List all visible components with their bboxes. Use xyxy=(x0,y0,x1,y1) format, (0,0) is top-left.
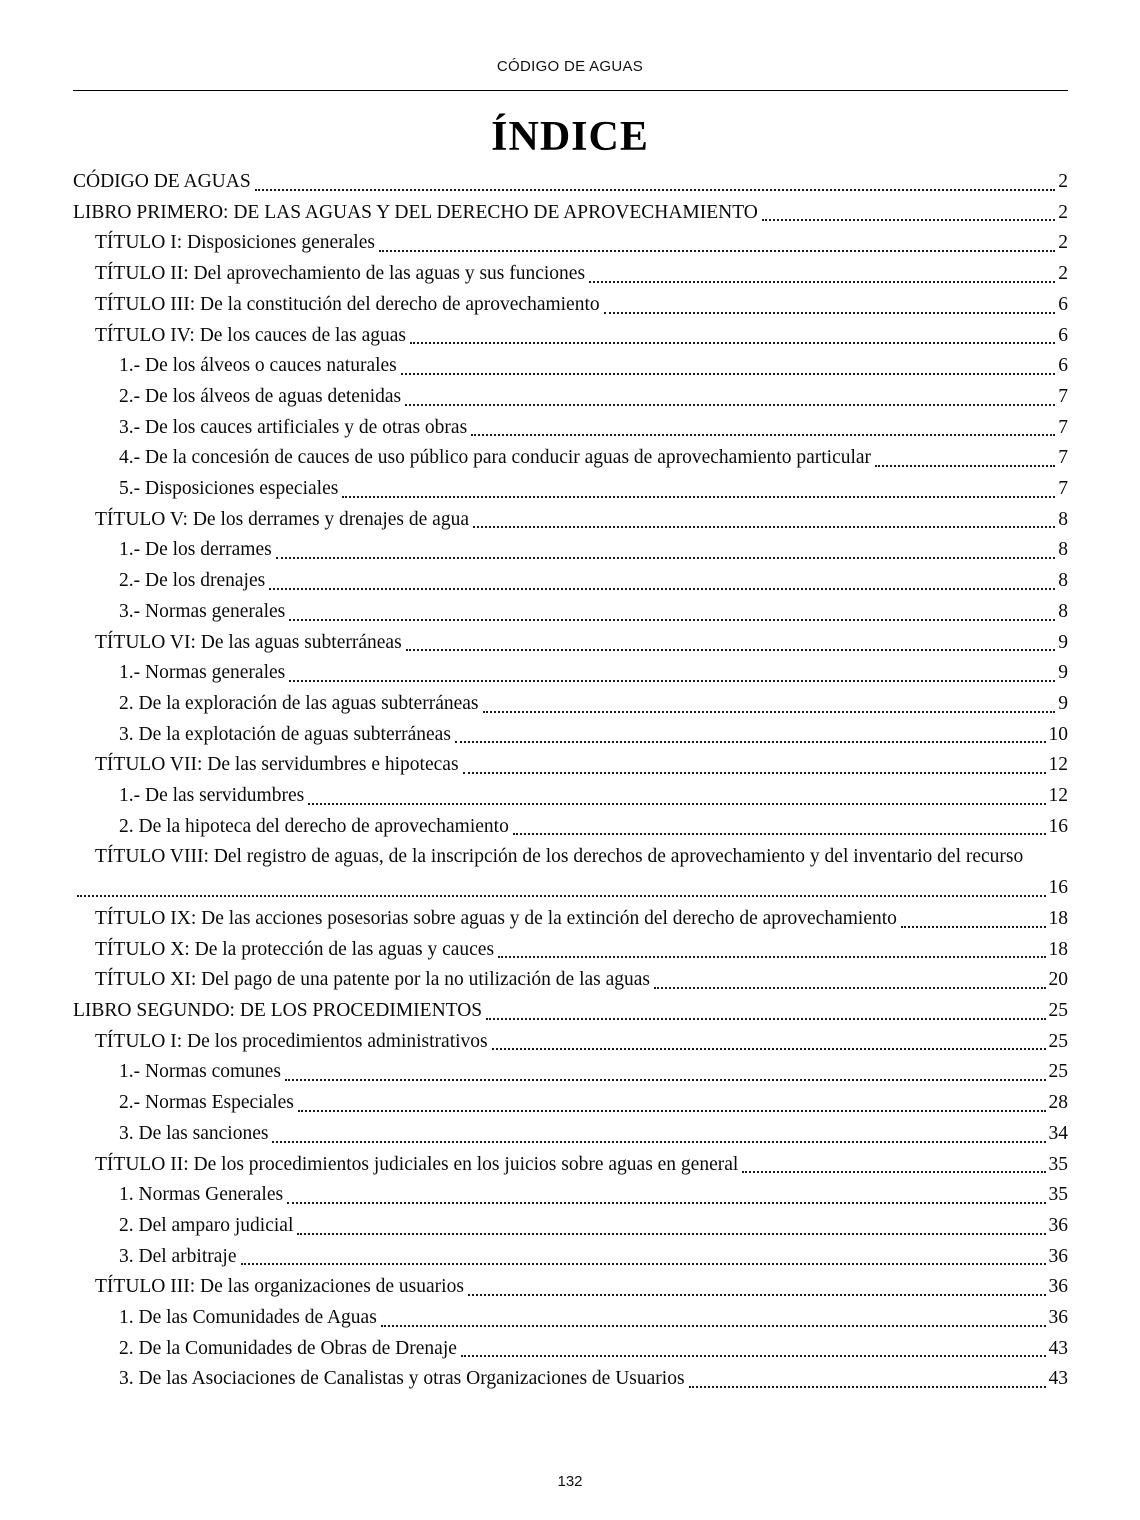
toc-entry-page-number: 12 xyxy=(1048,785,1068,807)
toc-entry-page-number: 16 xyxy=(1048,815,1068,837)
toc-entry-page-number: 25 xyxy=(1048,999,1068,1021)
toc-entry xyxy=(73,1150,1068,1181)
toc-entry-label: 2. Del amparo judicial xyxy=(119,1214,294,1236)
toc-entry xyxy=(73,259,1068,290)
toc-entry-label: 2.- De los drenajes xyxy=(119,570,266,592)
dot-leader xyxy=(77,895,1046,897)
toc-entry xyxy=(73,198,1068,229)
toc-entry xyxy=(73,1088,1068,1119)
toc-entry-page-number: 35 xyxy=(1048,1153,1068,1175)
dot-leader xyxy=(468,1294,1046,1296)
dot-leader xyxy=(405,404,1055,406)
toc-entry-label: 1.- Normas generales xyxy=(119,662,286,684)
toc-entry-label: 2.- De los álveos de aguas detenidas xyxy=(119,385,402,407)
toc-entry-page-number: 12 xyxy=(1048,754,1068,776)
toc-entry xyxy=(73,996,1068,1027)
toc-entry xyxy=(73,382,1068,413)
toc-entry-label: 1.- De los álveos o cauces naturales xyxy=(119,355,397,377)
footer-page-number: 132 xyxy=(557,1473,583,1490)
dot-leader xyxy=(654,987,1045,989)
toc-entry-label: 3. De las Asociaciones de Canalistas y otras Organizaciones de Usuarios xyxy=(119,1368,685,1390)
toc-entry xyxy=(73,535,1068,566)
toc-entry xyxy=(73,1180,1068,1211)
toc-entry-page-number: 8 xyxy=(1058,539,1068,561)
dot-leader xyxy=(486,1018,1045,1020)
dot-leader xyxy=(689,1386,1046,1388)
toc-entry-page-number: 43 xyxy=(1048,1337,1068,1359)
toc-entry xyxy=(73,1119,1068,1150)
toc-entry-label: 1. Normas Generales xyxy=(119,1184,284,1206)
toc-entry xyxy=(73,413,1068,444)
toc-entry-label: TÍTULO X: De la protección de las aguas y cauces xyxy=(95,938,495,960)
toc-entry-label: LIBRO PRIMERO: DE LAS AGUAS Y DEL DERECHO DE APROVECHAMIENTO xyxy=(73,201,758,223)
dot-leader xyxy=(483,711,1056,713)
toc-entry-page-number: 7 xyxy=(1058,478,1068,500)
dot-leader xyxy=(742,1171,1045,1173)
toc-entry xyxy=(73,812,1068,843)
toc-entry-label: TÍTULO IX: De las acciones posesorias sobre aguas y de la extinción del derecho de aprovechamiento xyxy=(95,907,897,929)
toc-entry-label: 2. De la exploración de las aguas subterráneas xyxy=(119,692,479,714)
dot-leader xyxy=(406,649,1056,651)
dot-leader xyxy=(379,250,1055,252)
toc-entry xyxy=(73,1027,1068,1058)
toc-entry-page-number: 20 xyxy=(1048,969,1068,991)
dot-leader xyxy=(297,1233,1045,1235)
toc-entry-page-number: 28 xyxy=(1048,1092,1068,1114)
toc-entry-page-number: 9 xyxy=(1058,631,1068,653)
dot-leader xyxy=(298,1110,1046,1112)
toc-entry-label: 4.- De la concesión de cauces de uso público para conducir aguas de aprovechamiento particular xyxy=(119,447,872,469)
toc-entry xyxy=(73,351,1068,382)
dot-leader xyxy=(901,926,1046,928)
toc-entry xyxy=(73,1364,1068,1395)
dot-leader xyxy=(455,741,1046,743)
toc-entry-page-number: 25 xyxy=(1048,1061,1068,1083)
dot-leader xyxy=(287,1202,1045,1204)
toc-entry-page-number: 6 xyxy=(1058,324,1068,346)
toc-entry xyxy=(73,505,1068,536)
page-title: ÍNDICE xyxy=(491,114,649,160)
dot-leader xyxy=(875,465,1055,467)
toc-entry xyxy=(73,965,1068,996)
toc-entry xyxy=(73,443,1068,474)
toc-entry-label: 3.- Normas generales xyxy=(119,600,286,622)
dot-leader xyxy=(289,680,1055,682)
dot-leader xyxy=(401,373,1055,375)
toc-entry-page-number: 36 xyxy=(1048,1276,1068,1298)
toc-entry-page-number: 9 xyxy=(1058,692,1068,714)
toc-entry-label: TÍTULO VIII: Del registro de aguas, de la inscripción de los derechos de aprovechamiento y del inventario del recurso xyxy=(95,846,1024,868)
toc-entry-page-number: 8 xyxy=(1058,600,1068,622)
toc-entry xyxy=(73,904,1068,935)
toc-entry-label: TÍTULO XI: Del pago de una patente por la no utilización de las aguas xyxy=(95,969,651,991)
toc-entry-label: TÍTULO I: De los procedimientos administrativos xyxy=(95,1030,488,1052)
toc-entry-label: 5.- Disposiciones especiales xyxy=(119,478,339,500)
toc-entry-label: 3.- De los cauces artificiales y de otras obras xyxy=(119,416,468,438)
toc-entry-continuation xyxy=(73,873,1068,904)
toc-entry-page-number: 10 xyxy=(1048,723,1068,745)
toc-entry-page-number: 25 xyxy=(1048,1030,1068,1052)
toc-entry-page-number: 35 xyxy=(1048,1184,1068,1206)
dot-leader xyxy=(285,1079,1046,1081)
toc-entry-label: 1. De las Comunidades de Aguas xyxy=(119,1307,377,1329)
toc-entry-label: TÍTULO VII: De las servidumbres e hipotecas xyxy=(95,754,459,776)
toc-entry xyxy=(73,935,1068,966)
toc-entry xyxy=(73,1303,1068,1334)
toc-entry-label: TÍTULO III: De las organizaciones de usuarios xyxy=(95,1276,464,1298)
toc-entry-page-number: 7 xyxy=(1058,416,1068,438)
table-of-contents xyxy=(73,167,1068,1395)
dot-leader xyxy=(269,588,1055,590)
toc-entry-page-number: 16 xyxy=(1048,877,1068,899)
toc-entry-label: TÍTULO IV: De los cauces de las aguas xyxy=(95,324,406,346)
toc-entry-page-number: 2 xyxy=(1058,263,1068,285)
toc-entry xyxy=(73,750,1068,781)
dot-leader xyxy=(762,219,1055,221)
dot-leader xyxy=(471,434,1055,436)
toc-entry-label: TÍTULO II: De los procedimientos judiciales en los juicios sobre aguas en general xyxy=(95,1153,739,1175)
toc-entry xyxy=(73,781,1068,812)
toc-entry-page-number: 36 xyxy=(1048,1245,1068,1267)
toc-entry-page-number: 8 xyxy=(1058,508,1068,530)
dot-leader xyxy=(308,803,1045,805)
dot-leader xyxy=(513,833,1046,835)
toc-entry-page-number: 6 xyxy=(1058,355,1068,377)
running-header: CÓDIGO DE AGUAS xyxy=(496,58,644,75)
dot-leader xyxy=(492,1048,1046,1050)
toc-entry-page-number: 36 xyxy=(1048,1214,1068,1236)
toc-entry xyxy=(73,1272,1068,1303)
dot-leader xyxy=(463,772,1046,774)
toc-entry xyxy=(73,1057,1068,1088)
toc-entry xyxy=(73,566,1068,597)
dot-leader xyxy=(589,281,1055,283)
toc-entry xyxy=(73,628,1068,659)
dot-leader xyxy=(241,1263,1046,1265)
toc-entry-page-number: 7 xyxy=(1058,385,1068,407)
dot-leader xyxy=(255,189,1056,191)
toc-entry-page-number: 2 xyxy=(1058,201,1068,223)
toc-entry-label: TÍTULO II: Del aprovechamiento de las aguas y sus funciones xyxy=(95,263,586,285)
toc-entry-page-number: 34 xyxy=(1048,1122,1068,1144)
dot-leader xyxy=(342,496,1055,498)
toc-entry xyxy=(73,290,1068,321)
toc-entry-page-number: 43 xyxy=(1048,1368,1068,1390)
toc-entry-label: CÓDIGO DE AGUAS xyxy=(73,171,251,192)
toc-entry xyxy=(73,1334,1068,1365)
toc-entry-page-number: 18 xyxy=(1048,907,1068,929)
toc-entry xyxy=(73,474,1068,505)
toc-entry-label: 2. De la hipoteca del derecho de aprovechamiento xyxy=(119,815,509,837)
toc-entry-label: 1.- De los derrames xyxy=(119,539,272,561)
toc-entry-label: TÍTULO I: Disposiciones generales xyxy=(95,232,375,254)
toc-entry xyxy=(73,720,1068,751)
toc-entry-label: TÍTULO VI: De las aguas subterráneas xyxy=(95,631,402,653)
toc-entry-page-number: 7 xyxy=(1058,447,1068,469)
toc-entry-label: 1.- Normas comunes xyxy=(119,1061,281,1083)
dot-leader xyxy=(498,956,1045,958)
toc-entry xyxy=(73,1211,1068,1242)
toc-entry-page-number: 9 xyxy=(1058,662,1068,684)
dot-leader xyxy=(289,619,1055,621)
toc-entry-label: TÍTULO III: De la constitución del derecho de aprovechamiento xyxy=(95,293,600,315)
toc-entry-label: 3. Del arbitraje xyxy=(119,1245,237,1267)
dot-leader xyxy=(473,526,1055,528)
toc-entry-label: 3. De la explotación de aguas subterráneas xyxy=(119,723,451,745)
dot-leader xyxy=(381,1325,1046,1327)
toc-entry-label: 2.- Normas Especiales xyxy=(119,1092,294,1114)
toc-entry xyxy=(73,321,1068,352)
toc-entry-label: LIBRO SEGUNDO: DE LOS PROCEDIMIENTOS xyxy=(73,999,483,1021)
toc-entry-page-number: 6 xyxy=(1058,293,1068,315)
toc-entry xyxy=(73,167,1068,198)
toc-entry-page-number: 2 xyxy=(1058,171,1068,192)
toc-entry xyxy=(73,658,1068,689)
toc-entry-label: 2. De la Comunidades de Obras de Drenaje xyxy=(119,1337,457,1359)
toc-entry-page-number: 2 xyxy=(1058,232,1068,254)
toc-entry-label: TÍTULO V: De los derrames y drenajes de agua xyxy=(95,508,469,530)
dot-leader xyxy=(410,342,1055,344)
header-rule xyxy=(73,90,1068,91)
toc-entry-label: 3. De las sanciones xyxy=(119,1122,269,1144)
toc-entry-page-number: 36 xyxy=(1048,1307,1068,1329)
toc-entry-label: 1.- De las servidumbres xyxy=(119,785,305,807)
dot-leader xyxy=(276,557,1056,559)
dot-leader xyxy=(461,1355,1046,1357)
toc-entry xyxy=(73,689,1068,720)
toc-entry-page-number: 8 xyxy=(1058,570,1068,592)
toc-entry xyxy=(73,228,1068,259)
dot-leader xyxy=(272,1141,1045,1143)
toc-entry xyxy=(73,1242,1068,1273)
toc-entry xyxy=(73,597,1068,628)
toc-entry-page-number: 18 xyxy=(1048,938,1068,960)
toc-entry xyxy=(73,842,1068,873)
dot-leader xyxy=(604,312,1056,314)
